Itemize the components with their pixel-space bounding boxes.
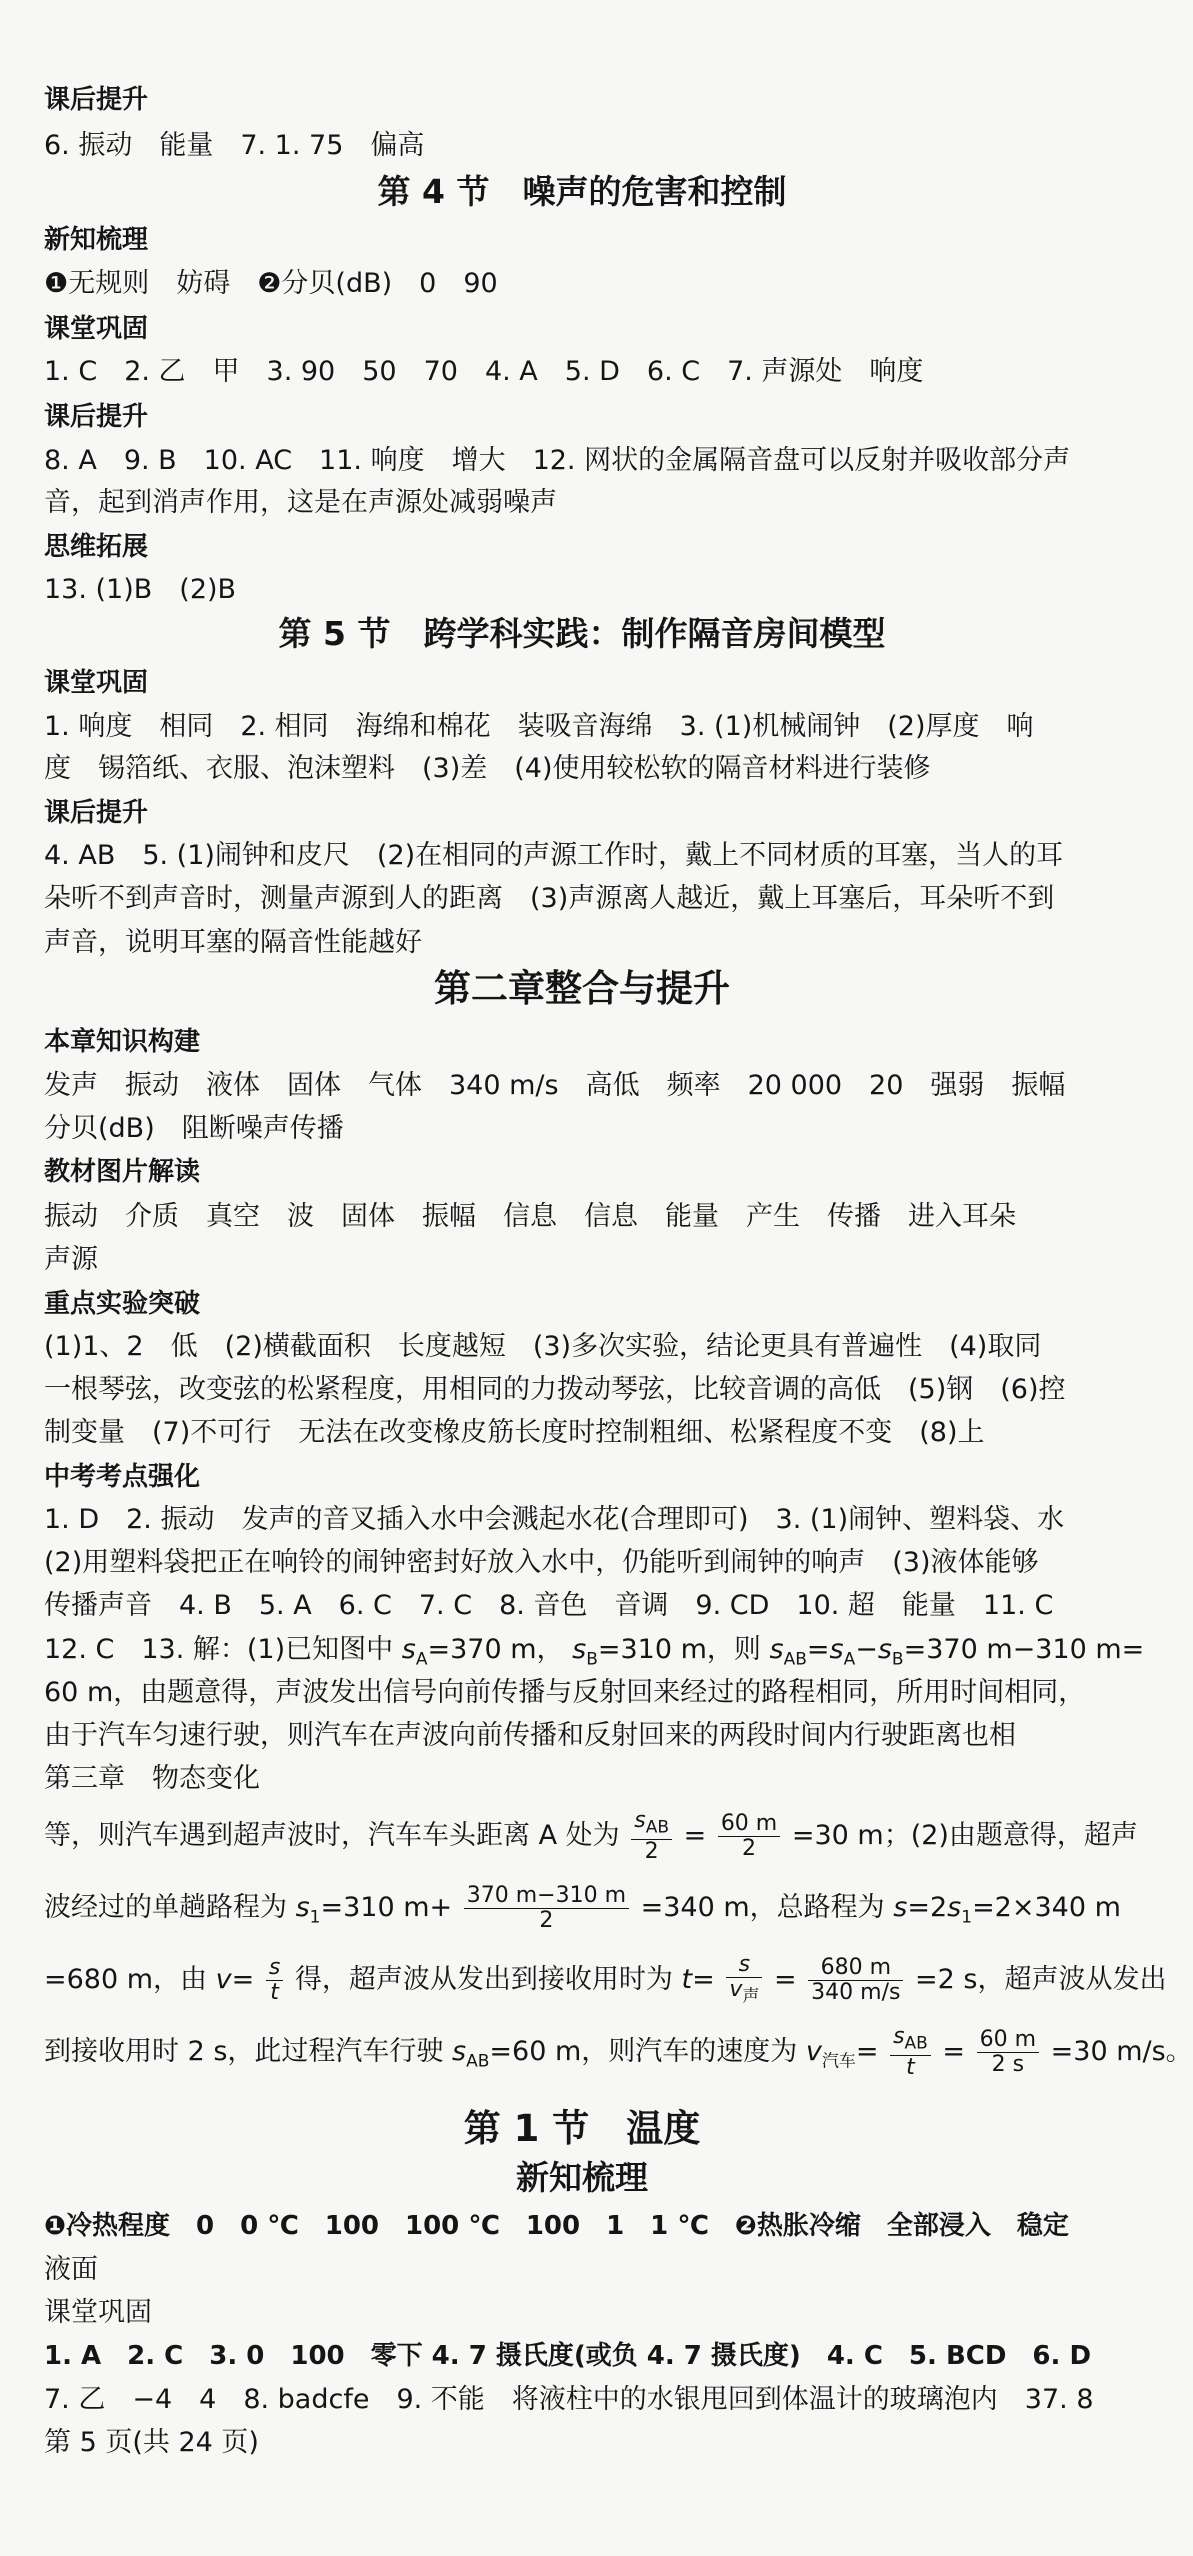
answer-line: 60 m，由题意得，声波发出信号向前传播与反射回来经过的路程相同，所用时间相同， (44, 1677, 1086, 1708)
variable: s (829, 1634, 844, 1665)
variable: t (906, 2055, 915, 2081)
section-heading: 1. A 2. C 3. 0 100 零下 4. 7 摄氏度(或负 4. 7 摄氏度) 4. C 5. BCD 6. D (44, 2341, 1092, 2371)
variable: s (877, 1634, 892, 1665)
variable: s (295, 1892, 310, 1923)
answer-line: 制变量 (7)不可行 无法在改变橡皮筋长度时控制粗细、松紧程度不变 (8)上 (44, 1417, 985, 1448)
text-run: 等，则汽车遇到超声波时，汽车车头距离 A 处为 (44, 1820, 620, 1851)
subscript: 汽车 (821, 2051, 856, 2072)
text-run: =370 m， (427, 1634, 564, 1665)
answer-line: 7. 乙 −4 4 8. badcfe 9. 不能 将液柱中的水银甩回到体温计的玻璃泡内 37. 8 (44, 2384, 1094, 2415)
denominator: 2 s (991, 2052, 1025, 2077)
variable: s (572, 1634, 587, 1665)
numerator: 680 m (808, 1956, 903, 1981)
section-title: 新知梳理 (516, 2158, 648, 2197)
variable: t (270, 1980, 279, 2005)
text-run: 12. C 13. 解：(1)已知图中 (44, 1634, 394, 1665)
denominator: 2 (539, 1908, 554, 1933)
numerator (266, 1956, 283, 1981)
section-heading: ❶冷热程度 0 0 ℃ 100 100 ℃ 100 1 1 ℃ ❷热胀冷缩 全部浸入 稳定 (44, 2211, 1069, 2241)
text-run: = (683, 1820, 707, 1851)
variable: s (738, 1951, 751, 1977)
answer-line: 6. 振动 能量 7. 1. 75 偏高 (44, 130, 425, 161)
subscript: AB (904, 2033, 928, 2054)
subscript: 1 (309, 1907, 321, 1928)
section-heading: 思维拓展 (44, 532, 149, 562)
fraction (631, 1809, 672, 1864)
answer-line: 4. AB 5. (1)闹钟和皮尺 (2)在相同的声源工作时，戴上不同材质的耳塞，当人的耳 (44, 840, 1064, 871)
answer-line: 13. (1)B (2)B (44, 574, 237, 605)
variable: s (634, 1807, 646, 1833)
answer-line-formula (44, 1807, 1138, 1865)
subscript: AB (466, 2051, 490, 2072)
answer-line: 一根琴弦，改变弦的松紧程度，用相同的力拨动琴弦，比较音调的高低 (5)钢 (6)控 (44, 1374, 1066, 1405)
denominator (890, 2056, 931, 2080)
section-title: 第 4 节 噪声的危害和控制 (377, 172, 787, 211)
text-run: =2 s，超声波从发出 (915, 1964, 1167, 1995)
text-run: = (855, 2036, 879, 2067)
answer-line: ❶无规则 妨碍 ❷分贝(dB) 0 90 (44, 268, 498, 299)
section-heading: 课后提升 (44, 798, 149, 828)
answer-line: 1. D 2. 振动 发声的音叉插入水中会溅起水花(合理即可) 3. (1)闹钟、塑料袋、水 (44, 1504, 1065, 1535)
denominator (726, 1978, 762, 2008)
answer-line: 第 5 页(共 24 页) (44, 2427, 259, 2458)
subscript: A (415, 1649, 428, 1670)
text-run: 波经过的单趟路程为 (44, 1892, 287, 1923)
variable: t (681, 1964, 693, 1995)
fraction (464, 1884, 629, 1933)
chapter-title: 第 1 节 温度 (463, 2107, 701, 2150)
text-run: = (806, 1634, 830, 1665)
answer-line: 度 锡箔纸、衣服、泡沫塑料 (3)差 (4)使用较松软的隔音材料进行装修 (44, 753, 931, 784)
section-heading: 重点实验突破 (44, 1289, 201, 1319)
subscript: AB (645, 1817, 669, 1838)
text-run: = (692, 1964, 715, 1995)
answer-line: 声源 (44, 1244, 98, 1275)
answer-line: 振动 介质 真空 波 固体 振幅 信息 信息 能量 产生 传播 进入耳朵 (44, 1201, 1016, 1232)
fraction (890, 2025, 931, 2080)
numerator: 370 m−310 m (464, 1884, 629, 1909)
answer-line: 液面 (44, 2254, 98, 2285)
text-run: =2 (907, 1892, 948, 1923)
section-heading: 课堂巩固 (44, 314, 149, 344)
text-run: =310 m，则 (597, 1634, 761, 1665)
answer-line-formula (44, 1880, 1134, 1945)
answer-line: (2)用塑料袋把正在响铃的闹钟密封好放入水中，仍能听到闹钟的响声 (3)液体能够 (44, 1547, 1039, 1578)
variable: v (805, 2036, 822, 2067)
answer-line: 声音，说明耳塞的隔音性能越好 (44, 927, 422, 958)
answer-line: 8. A 9. B 10. AC 11. 响度 增大 12. 网状的金属隔音盘可以反射并吸收部分声 (44, 445, 1071, 476)
subscript: A (843, 1649, 856, 1670)
text-run: =340 m，总路程为 (640, 1892, 885, 1923)
text-run: =2×340 m (972, 1892, 1121, 1923)
numerator: 60 m (718, 1812, 780, 1837)
section-title: 第 5 节 跨学科实践：制作隔音房间模型 (278, 614, 886, 653)
section-heading: 课后提升 (44, 402, 149, 432)
section-heading: 课后提升 (44, 85, 149, 115)
denominator: 340 m/s (811, 1980, 901, 2005)
section-heading: 教材图片解读 (44, 1157, 201, 1187)
answer-line: 分贝(dB) 阻断噪声传播 (44, 1113, 344, 1144)
variable: s (893, 1892, 908, 1923)
text-run: =310 m+ (320, 1892, 453, 1923)
subscript: AB (783, 1649, 807, 1670)
answer-line: 音，起到消声作用，这是在声源处减弱噪声 (44, 487, 557, 518)
variable: s (769, 1634, 784, 1665)
variable: s (268, 1955, 281, 1980)
section-heading: 中考考点强化 (44, 1462, 201, 1492)
answer-line: 传播声音 4. B 5. A 6. C 7. C 8. 音色 音调 9. CD 10. 超 能量 11. C (44, 1590, 1054, 1621)
answer-line: 第三章 物态变化 (44, 1763, 260, 1794)
denominator: 2 (742, 1836, 757, 1861)
section-heading: 课堂巩固 (44, 668, 149, 698)
answer-line: 由于汽车匀速行驶，则汽车在声波向前传播和反射回来的两段时间内行驶距离也相 (44, 1720, 1016, 1751)
text-run: = (942, 2036, 966, 2067)
section-heading: 本章知识构建 (44, 1027, 201, 1057)
text-run: = (773, 1964, 797, 1995)
denominator (266, 1981, 283, 2005)
text-run: =30 m/s。 (1050, 2036, 1193, 2067)
numerator (631, 1809, 672, 1840)
fraction (266, 1956, 283, 2005)
variable: s (452, 2036, 467, 2067)
fraction (977, 2028, 1039, 2077)
text-run: 到接收用时 2 s，此过程汽车行驶 (44, 2036, 444, 2067)
text-run: =30 m；(2)由题意得，超声 (791, 1820, 1138, 1851)
subscript: 声 (742, 1986, 760, 2007)
text-run: =370 m−310 m= (903, 1634, 1145, 1665)
variable: v (729, 1976, 743, 2002)
subscript: 1 (961, 1907, 973, 1928)
answer-line: 发声 振动 液体 固体 气体 340 m/s 高低 频率 20 000 20 强弱 振幅 (44, 1070, 1066, 1101)
text-run: = (231, 1964, 255, 1995)
text-run: =60 m，则汽车的速度为 (489, 2036, 798, 2067)
section-heading: 新知梳理 (44, 225, 149, 255)
fraction (808, 1956, 903, 2005)
chapter-title: 第二章整合与提升 (434, 967, 730, 1010)
answer-line-formula (44, 2023, 1193, 2089)
fraction (718, 1812, 780, 1861)
numerator: 60 m (977, 2028, 1039, 2053)
variable: s (947, 1892, 962, 1923)
denominator: 2 (644, 1839, 659, 1865)
text-run: =680 m，由 (44, 1964, 208, 1995)
answer-line-formula (44, 1951, 1167, 2008)
numerator (726, 1953, 762, 1978)
fraction (726, 1953, 762, 2008)
answer-line: 课堂巩固 (44, 2297, 152, 2328)
text-run: − (855, 1634, 878, 1665)
variable: v (215, 1964, 232, 1995)
numerator (890, 2025, 931, 2056)
variable: s (401, 1634, 416, 1665)
subscript: B (891, 1649, 904, 1670)
text-run: 得，超声波从发出到接收用时为 (294, 1964, 673, 1995)
answer-line: 1. C 2. 乙 甲 3. 90 50 70 4. A 5. D 6. C 7. 声源处 响度 (44, 356, 924, 387)
variable: s (893, 2023, 905, 2049)
answer-line: 1. 响度 相同 2. 相同 海绵和棉花 装吸音海绵 3. (1)机械闹钟 (2)厚度 响 (44, 711, 1034, 742)
answer-line: 朵听不到声音时，测量声源到人的距离 (3)声源离人越近，戴上耳塞后，耳朵听不到 (44, 883, 1055, 914)
subscript: B (586, 1649, 598, 1670)
answer-line: (1)1、2 低 (2)横截面积 长度越短 (3)多次实验，结论更具有普遍性 (4)取同 (44, 1331, 1042, 1362)
answer-line-formula (44, 1632, 1145, 1677)
